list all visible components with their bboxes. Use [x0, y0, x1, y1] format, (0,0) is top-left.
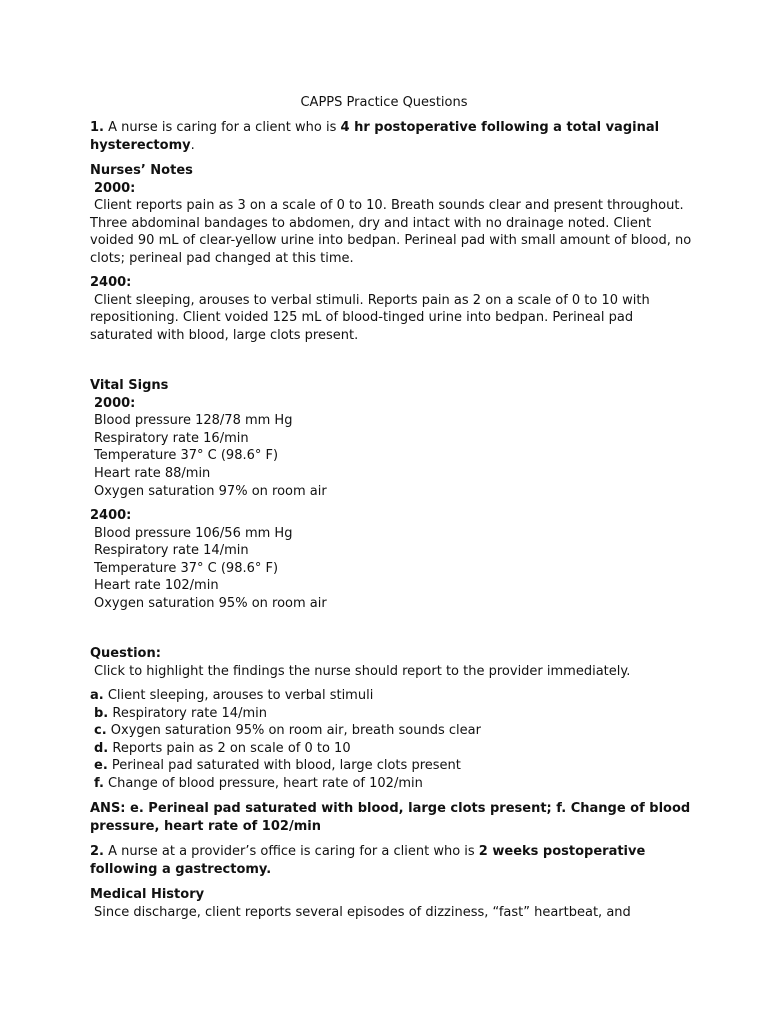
medical-history-section — [90, 886, 690, 921]
option-f[interactable] — [90, 775, 690, 793]
nurses-notes-section — [90, 162, 690, 268]
vital-sign-item: Oxygen saturation 95% on room air — [94, 595, 327, 611]
question-1-intro-bold-2: hysterectomy — [90, 137, 191, 153]
vital-sign-item: Temperature 37° C (98.6° F) — [94, 448, 279, 464]
option-letter: a. — [90, 688, 104, 703]
nurses-notes-text: voided 90 mL of clear-yellow urine into bedpan. Perineal pad with small amount of blood, no — [90, 233, 692, 249]
option-e[interactable] — [90, 757, 690, 775]
nurses-notes-entry-2400 — [90, 274, 690, 344]
nurses-notes-time: 2400: — [90, 275, 132, 290]
question-section — [90, 645, 690, 680]
option-text: Change of blood pressure, heart rate of 102/min — [103, 775, 423, 791]
option-text: Respiratory rate 14/min — [108, 705, 267, 721]
vital-sign-item: Respiratory rate 14/min — [94, 543, 249, 559]
option-text: Reports pain as 2 on scale of 0 to 10 — [108, 740, 351, 756]
vital-sign-item: Respiratory rate 16/min — [94, 430, 249, 446]
vital-signs-time: 2400: — [90, 508, 132, 523]
vital-signs-time: 2000: — [94, 395, 136, 411]
nurses-notes-heading: Nurses’ Notes — [90, 163, 193, 178]
medical-history-heading: Medical History — [90, 887, 205, 902]
document-title: CAPPS Practice Questions — [300, 95, 468, 110]
question-1-intro-end: . — [190, 137, 195, 153]
vital-sign-item: Heart rate 88/min — [94, 465, 211, 481]
nurses-notes-text: repositioning. Client voided 125 mL of blood-tinged urine into bedpan. Perineal pad — [90, 310, 634, 326]
question-1-number: 1. — [90, 120, 104, 135]
question-1-intro — [90, 119, 690, 154]
medical-history-text: Since discharge, client reports several episodes of dizziness, “fast” heartbeat, and — [94, 904, 631, 920]
option-b[interactable] — [90, 705, 690, 723]
nurses-notes-text: Three abdominal bandages to abdomen, dry and intact with no drainage noted. Client — [90, 215, 652, 231]
vital-sign-item: Oxygen saturation 97% on room air — [94, 483, 327, 499]
question-prompt: Click to highlight the findings the nurse should report to the provider immediately. — [94, 663, 631, 679]
question-2-intro-bold: 2 weeks postoperative — [478, 844, 646, 859]
question-2-intro-text: A nurse at a provider’s office is caring for a client who is — [103, 844, 479, 859]
vital-sign-item: Blood pressure 106/56 mm Hg — [94, 525, 293, 541]
nurses-notes-time: 2000: — [94, 180, 136, 196]
question-2-intro-bold-2: following a gastrectomy. — [90, 861, 272, 877]
vital-sign-item: Heart rate 102/min — [94, 578, 219, 594]
option-c[interactable] — [90, 722, 690, 740]
nurses-notes-text: saturated with blood, large clots present. — [90, 327, 359, 343]
question-2-number: 2. — [90, 844, 104, 859]
option-letter: e. — [94, 758, 108, 774]
question-1-intro-text: A nurse is caring for a client who is — [103, 120, 341, 135]
option-text: Client sleeping, arouses to verbal stimuli — [103, 688, 374, 703]
vital-signs-entry-2400 — [90, 507, 690, 613]
option-text: Oxygen saturation 95% on room air, breath sounds clear — [106, 723, 481, 739]
vital-signs-heading: Vital Signs — [90, 378, 169, 393]
option-d[interactable] — [90, 740, 690, 758]
question-1-intro-bold: 4 hr postoperative following a total vaginal — [340, 120, 660, 135]
vital-sign-item: Blood pressure 128/78 mm Hg — [94, 413, 293, 429]
option-letter: d. — [94, 740, 109, 756]
option-letter: c. — [94, 723, 107, 739]
answer-line: pressure, heart rate of 102/min — [90, 818, 321, 834]
vital-signs-section — [90, 377, 690, 500]
answer-line: ANS: e. Perineal pad saturated with blood, large clots present; f. Change of blood — [90, 801, 691, 816]
nurses-notes-text: clots; perineal pad changed at this time. — [90, 250, 354, 266]
option-letter: b. — [94, 705, 109, 721]
option-a[interactable] — [90, 687, 690, 705]
nurses-notes-text: Client sleeping, arouses to verbal stimuli. Reports pain as 2 on a scale of 0 to 10 with — [94, 292, 650, 308]
answer-options — [90, 687, 690, 793]
vital-sign-item: Temperature 37° C (98.6° F) — [94, 560, 279, 576]
option-letter: f. — [94, 775, 104, 791]
question-2-intro — [90, 843, 690, 878]
option-text: Perineal pad saturated with blood, large clots present — [107, 758, 461, 774]
nurses-notes-text: Client reports pain as 3 on a scale of 0 to 10. Breath sounds clear and present throughout. — [94, 198, 684, 214]
answer-key — [90, 800, 690, 835]
question-heading: Question: — [90, 646, 161, 661]
